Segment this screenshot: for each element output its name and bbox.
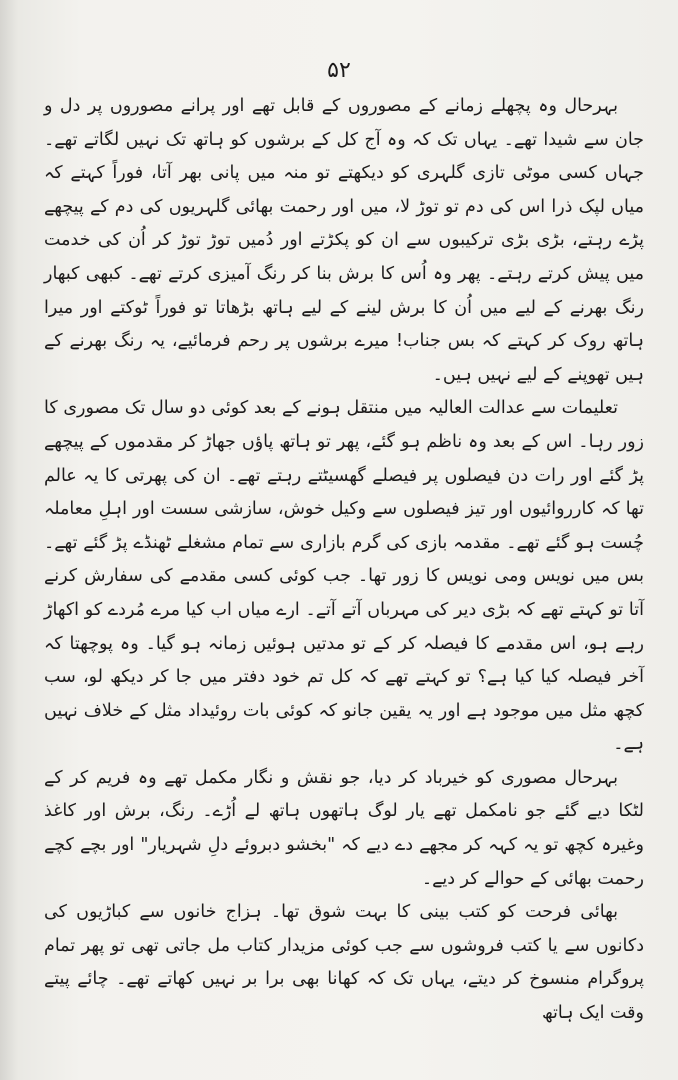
page-body [44,90,644,1031]
paragraph-3: بہرحال مصوری کو خیرباد کر دیا، جو نقش و نگار مکمل تھے وہ فریم کر کے لٹکا دیے گئے جو نامکمل تھے یار لوگ ہاتھوں ہاتھ لے اُڑے۔ رنگ، برش اور کاغذ وغیرہ کچھ تو یہ کہہ کر مجھے دے دیے کہ "بخشو دبروئے دلِ شہریار" اور بچے کچے رحمت بھائی کے حوالے کر دیے۔ [44,767,644,889]
paragraph-2: تعلیمات سے عدالت العالیہ میں منتقل ہونے کے بعد کوئی دو سال تک مصوری کا زور رہا۔ اس کے بعد وہ ناظم ہو گئے، پھر تو ہاتھ پاؤں جھاڑ کر مقدموں کے پیچھے پڑ گئے اور رات دن فیصلوں پر فیصلے گھسیٹتے رہتے تھے۔ ان کی پھرتی کا یہ عالم تھا کہ کارروائیوں اور تیز فیصلوں سے وکیل خوش، سازشی سست اور اہلِ معاملہ چُست ہو گئے تھے۔ مقدمہ بازی کی گرم بازاری سے تمام مشغلے ٹھنڈے پڑ گئے تھے۔ بس میں نویس ومی نویس کا زور تھا۔ جب کوئی کسی مقدمے کی سفارش کرنے آتا تو کہتے تھے کہ بڑی دیر کی مہرباں آتے آتے۔ ارے میاں اب کیا مرے مُردے کو اکھاڑ رہے ہو، اس مقدمے کا فیصلہ کر کے تو مدتیں ہوئیں زمانہ ہو گیا۔ وہ پوچھتا کہ آخر فیصلہ کیا کیا ہے؟ تو کہتے تھے کہ کل تم خود دفتر میں جا کر دیکھ لو، سب کچھ مثل میں موجود ہے اور یہ یقین جانو کہ کوئی بات روئیداد مثل کے خلاف نہیں ہے۔ [44,398,644,755]
page-edge-shadow [0,0,18,1080]
paragraph-1: بہرحال وہ پچھلے زمانے کے مصوروں کے قابل تھے اور پرانے مصوروں پر دل و جان سے شیدا تھے۔ یہاں تک کہ وہ آج کل کے برشوں کو ہاتھ تک نہیں لگاتے تھے۔ جہاں کسی موٹی تازی گلہری کو دیکھتے تو منہ میں پانی بھر آتا، فوراً کہتے کہ میاں لپک ذرا اس کی دم تو توڑ لا، میں اور رحمت بھائی گلہریوں کی دم کے پیچھے پڑے رہتے، بڑی بڑی ترکیبوں سے ان کو پکڑتے اور دُمیں توڑ توڑ کر اُن کی خدمت میں پیش کرتے رہتے۔ پھر وہ اُس کا برش بنا کر رنگ آمیزی کرتے تھے۔ کبھی کبھار رنگ بھرنے کے لیے میں اُن کا برش لینے کے لیے ہاتھ بڑھاتا تو فوراً ٹوکتے اور میرا ہاتھ روک کر کہتے کہ بس جناب! میرے برشوں پر رحم فرمائیے، یہ رنگ بھرنے کے ہیں تھوپنے کے لیے نہیں ہیں۔ [44,96,644,385]
paragraph-4: بھائی فرحت کو کتب بینی کا بہت شوق تھا۔ ہزاج خانوں سے کباڑیوں کی دکانوں سے یا کتب فروشوں سے جب کوئی مزیدار کتاب مل جاتی تھی تو پھر تمام پروگرام منسوخ کر دیتے، یہاں تک کہ کھانا بھی برا بر نہیں کھاتے تھے۔ چائے پیتے وقت ایک ہاتھ [44,902,644,1024]
page-number: ۵۲ [327,58,351,83]
